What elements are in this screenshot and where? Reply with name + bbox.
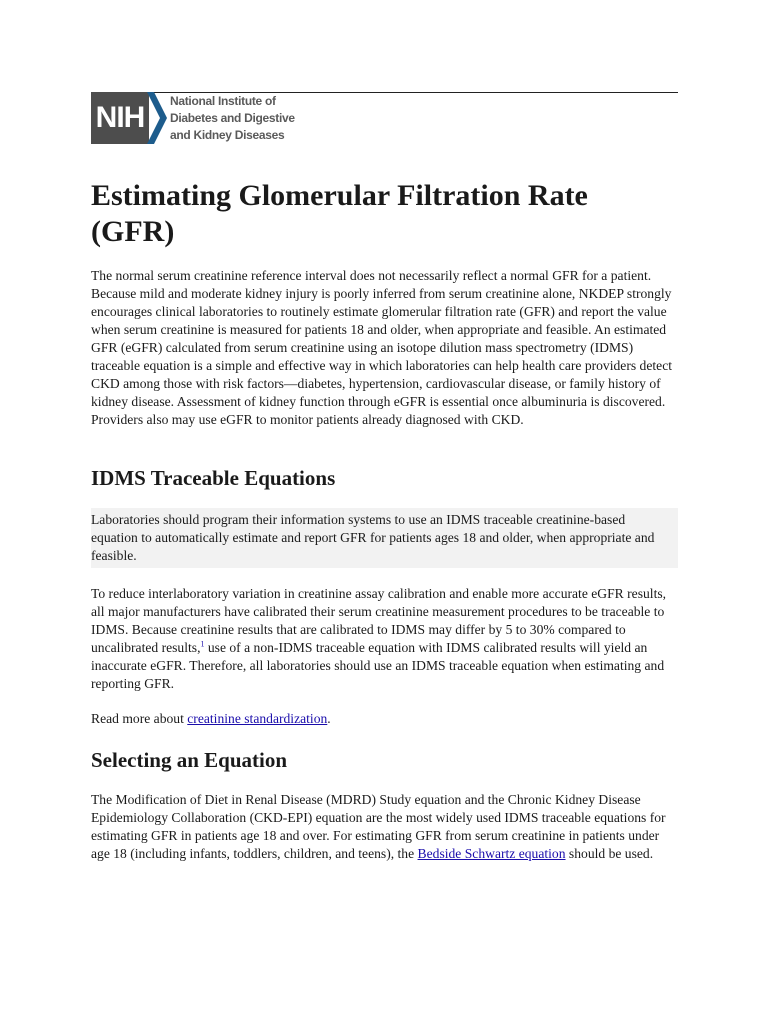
section-heading-idms: IDMS Traceable Equations (91, 466, 336, 490)
creatinine-standardization-link[interactable]: creatinine standardization (187, 711, 328, 726)
idms-paragraph-text-a: To reduce interlaboratory variation in creatinine assay calibration and enable more accurate eGFR results, all major manufacturers have calibrated their serum creatinine measurement procedures to be traceable to IDMS. Because creatinine results that are calibrated to IDMS may differ by 5 to 30% compared to uncalibrated results, (91, 586, 667, 655)
intro-paragraph: The normal serum creatinine reference interval does not necessarily reflect a normal GFR for a patient. Because mild and moderate kidney injury is poorly inferred from serum creatinine alone, NKDEP strongly encourages clinical laboratories to routinely estimate glomerular filtration rate (GFR) and report the value when serum creatinine is measured for patients 18 and older, when appropriate and feasible. An estimated GFR (eGFR) calculated from serum creatinine using an isotope dilution mass spectrometry (IDMS) traceable equation is a simple and effective way in which laboratories can help health care providers detect CKD among those with risk factors—diabetes, hypertension, cardiovascular disease, or family history of kidney disease. Assessment of kidney function through eGFR is essential once albuminuria is discovered. Providers also may use eGFR to monitor patients already diagnosed with CKD. (91, 268, 673, 427)
selecting-paragraph-text: The Modification of Diet in Renal Disease (MDRD) Study equation and the Chronic Kidney Disease Epidemiology Collaboration (CKD-EPI) equation are the most widely used IDMS traceable equations for estimating GFR in patients age 18 and over. For estimating GFR from serum creatinine in patients under age 18 (including infants, toddlers, children, and teens), the (91, 792, 666, 861)
nih-niddk-logo[interactable] (91, 92, 331, 148)
nih-logo-mark: NIH (91, 92, 149, 144)
callout-box (91, 508, 678, 568)
nih-chevron-icon (147, 92, 167, 144)
callout-text: Laboratories should program their information systems to use an IDMS traceable creatinine-based equation to automatically estimate and report GFR for patients ages 18 and older, when appropriate and feasible. (91, 512, 655, 563)
logo-line-2: Diabetes and Digestive (170, 111, 295, 125)
logo-line-3: and Kidney Diseases (170, 128, 285, 142)
selecting-paragraph-suffix: should be used. (565, 846, 654, 861)
idms-paragraph (91, 585, 678, 693)
logo-wordmark (170, 93, 340, 144)
read-more-suffix: . (327, 711, 331, 726)
read-more-prefix: Read more about (91, 711, 188, 726)
read-more-paragraph (91, 710, 678, 728)
bedside-schwartz-link[interactable]: Bedside Schwartz equation (417, 846, 566, 861)
section-heading-selecting: Selecting an Equation (91, 748, 288, 772)
idms-paragraph-text-b: use of a non-IDMS traceable equation with IDMS calibrated results will yield an inaccurate eGFR. Therefore, all laboratories should use an IDMS traceable equation when estimating and reporting GFR. (91, 640, 665, 691)
selecting-paragraph (91, 791, 678, 863)
footnote-1-link[interactable]: 1 (200, 639, 205, 649)
logo-line-1: National Institute of (170, 94, 276, 108)
page-title: Estimating Glomerular Filtration Rate (GFR) (91, 179, 588, 248)
